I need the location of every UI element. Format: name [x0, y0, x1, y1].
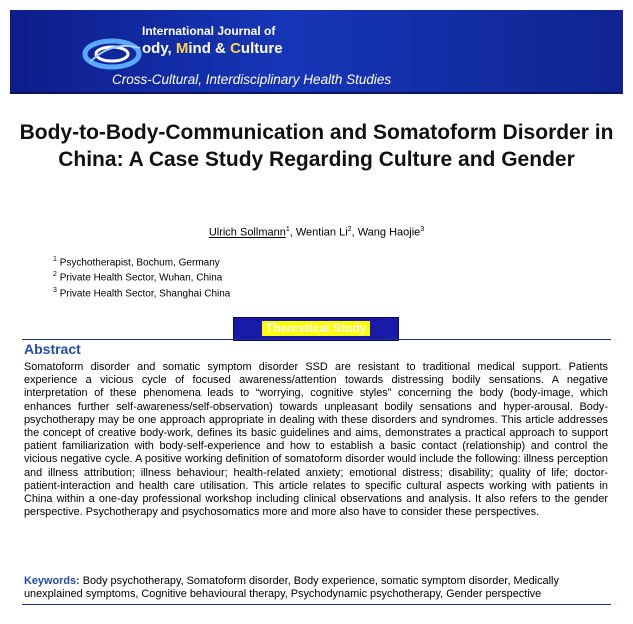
keywords-text: Body psychotherapy, Somatoform disorder, Body experience, somatic symptom disorder, Medically unexplained symptoms, Cognitive behavioural therapy, Psychodynamic psychotherapy, Gender perspective [24, 575, 559, 601]
journal-name-line2 [142, 40, 283, 57]
journal-logo-icon [82, 36, 146, 72]
affiliation-item [53, 269, 230, 284]
article-type-badge [233, 317, 399, 341]
affiliation-text: Private Health Sector, Wuhan, China [59, 272, 223, 284]
author-affiliation-marker: 2 [347, 226, 352, 233]
affiliation-marker: 1 [53, 256, 57, 263]
journal-subtitle: Cross-Cultural, Interdisciplinary Health Studies [112, 72, 392, 87]
article-type-label: Theoretical Study [262, 321, 371, 336]
journal-name-body: ody, [142, 40, 176, 57]
author-name: Wang Haojie [357, 226, 421, 239]
affiliation-list [53, 254, 230, 300]
journal-name-mind: ind & [188, 40, 231, 57]
abstract-heading: Abstract [24, 341, 81, 357]
bottom-divider [22, 604, 611, 605]
section-divider [22, 339, 611, 340]
affiliation-marker: 2 [53, 271, 57, 279]
author-name[interactable]: Ulrich Sollmann [208, 226, 286, 239]
author-list: Ulrich Sollmann$^1$, Wentian Li$^2$, Wang Haojie$^3$ [208, 226, 425, 239]
affiliation-item [53, 254, 230, 269]
journal-name-culture: ulture [240, 40, 283, 57]
journal-name-culture-initial: C [230, 40, 241, 57]
author-affiliation-marker: 3 [420, 226, 425, 233]
author-name: Wentian Li [295, 226, 348, 239]
journal-name-line1: International Journal of [142, 24, 276, 38]
affiliation-marker: 3 [53, 286, 57, 294]
abstract-text: Somatoform disorder and somatic symptom disorder SSD are resistant to traditional medical support. Patients experience a vicious cycle of focused awareness/attention towards distressing bodily sensations. A negative interpretation of these phenomena leads to “worrying, cognitive styles” concerning the body (body-image, which enhances further self-awareness/self-observation) towards unpleasant bodily sensations and hyper-arousal. Body-psychotherapy may be one approach appropriate in dealing with these disorders and syndromes. This article addresses the concept of creative body-work, defines its basic guidelines and aims, demonstrates a practical approach to support patient familiarization with body-self-experience and how to establish a basic contact (relationship) and control the vicious negative cycle. A positive working definition of somatoform disorder would include the following: illness perception and illness attribution; illness behaviour; health-related anxiety; emotional distress; disability; quality of life; doctor-patient-interaction and health care utilisation. This article relates to specific cultural aspects working with patients in China within a one-day professional workshop including clinical observations and analysis. It also refers to the gender perspective. Psychotherapy and psychosomatics more and more also have to consider these perspectives. [24, 361, 608, 519]
affiliation-text: Private Health Sector, Shanghai China [59, 287, 231, 299]
affiliation-item [53, 285, 230, 300]
article-title: Body-to-Body-Communication and Somatoform Disorder in China: A Case Study Regarding Culture and Gender [19, 121, 614, 171]
affiliation-text: Psychotherapist, Bochum, Germany [59, 257, 220, 269]
author-affiliation-marker: 1 [285, 226, 290, 233]
keywords [24, 575, 608, 601]
journal-banner [10, 10, 623, 94]
journal-name-mind-initial: M [175, 40, 189, 57]
keywords-label: Keywords: [24, 575, 80, 587]
